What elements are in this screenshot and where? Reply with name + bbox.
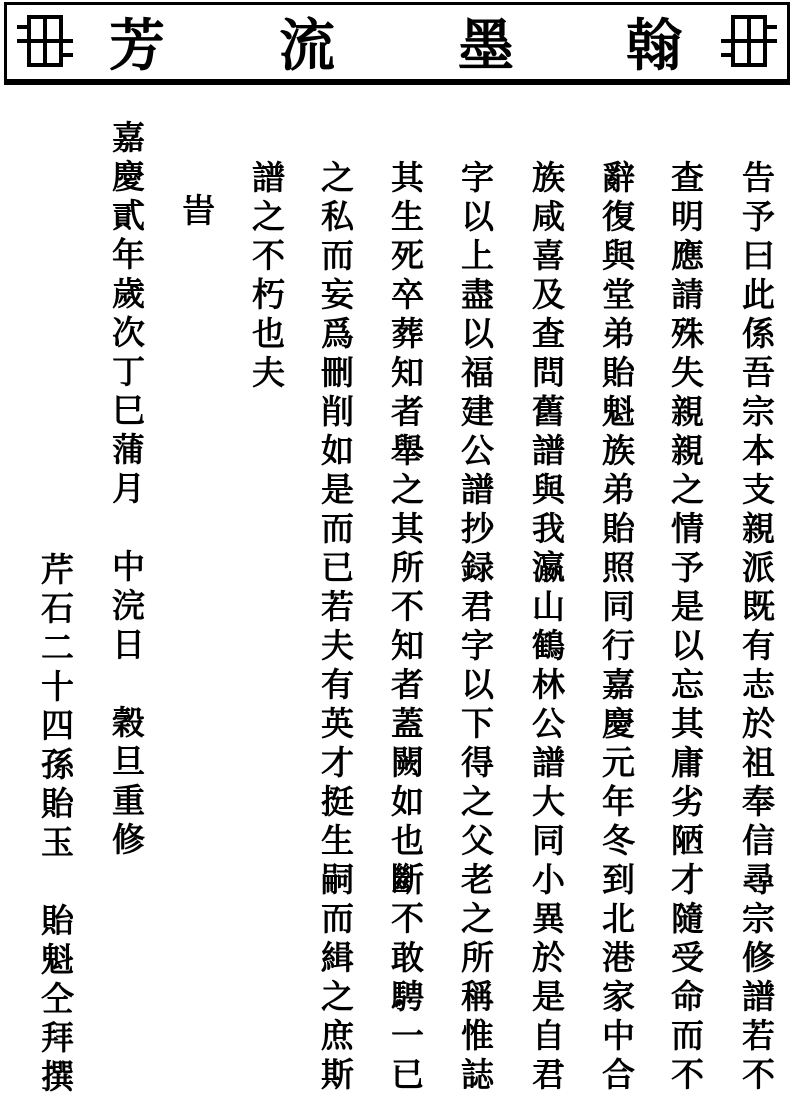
title-char-fang: 芳 [109,14,165,79]
text-column: 之私而妄爲刪削如是而已若夫有英才挺生嗣而緝之庶斯 [316,160,355,1096]
text-column: 告予曰此係吾宗本支親派既有志於祖奉信尋宗修譜若不 [737,160,776,1096]
title-char-mo: 墨 [458,14,514,79]
title-char-liu: 流 [279,14,335,79]
text-column: 族咸喜及查問舊譜與我瀛山鶴林公譜大同小異於是自君 [527,160,566,1096]
text-column: 譜之不朽也夫 [247,160,286,394]
title-char-han: 翰 [626,14,682,79]
time-marker: 旹 [177,193,216,232]
header-frame [4,2,790,85]
text-column: 其生死卒葬知者舉之其所不知者蓋闕如也斷不敢騁一已 [386,160,425,1096]
text-column: 字以上盡以福建公譜抄録君字以下得之父老之所稱惟誌 [456,160,495,1096]
meander-knot-icon [17,11,73,71]
meander-knot-icon [721,11,777,71]
date-column: 嘉慶貳年歲次丁巳蒲月 中浣日 穀旦重修 [107,120,146,861]
text-column: 辭復與堂弟貽魁族弟貽照同行嘉慶元年冬到北港家中合 [597,160,636,1096]
text-column: 查明應請殊失親親之情予是以忘其庸劣陋才隨受命而不 [666,160,705,1096]
author-signature: 芹石二十四孫貽玉 貽魁仝拜撰 [36,552,75,1098]
